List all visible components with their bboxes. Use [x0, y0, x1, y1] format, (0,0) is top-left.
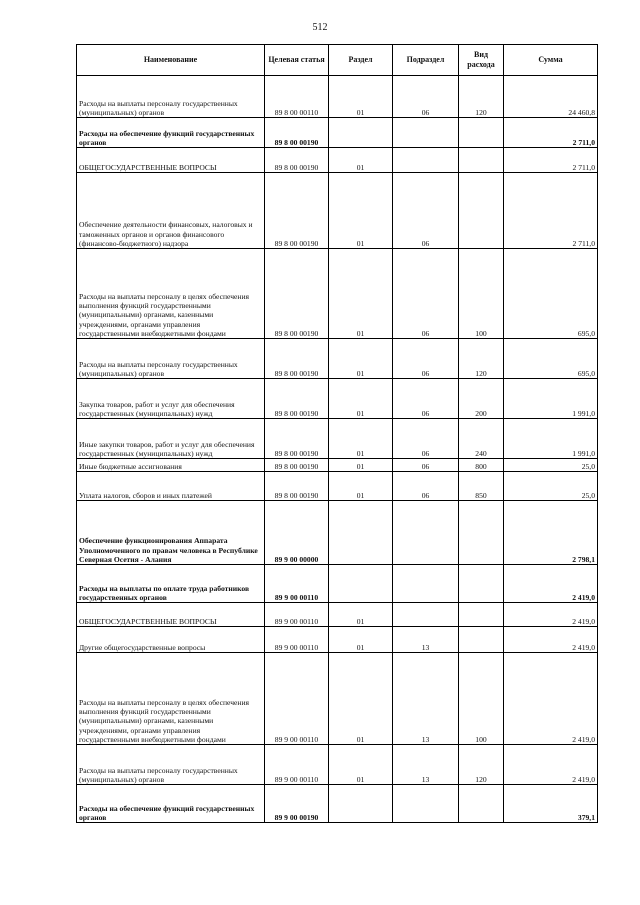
row-sum: 2 419,0: [504, 565, 598, 603]
row-section: 01: [329, 379, 393, 419]
row-expense-type: [459, 603, 504, 627]
row-name: Иные бюджетные ассигнования: [77, 459, 265, 472]
row-expense-type: 120: [459, 745, 504, 785]
row-section: 01: [329, 745, 393, 785]
table-row: [77, 76, 598, 118]
row-name: Расходы на обеспечение функций государственных органов: [77, 785, 265, 823]
row-subsection: 13: [393, 627, 459, 653]
row-expense-type: 100: [459, 653, 504, 745]
row-code: 89 8 00 00110: [265, 76, 329, 118]
table-row: [77, 785, 598, 823]
row-code: 89 8 00 00190: [265, 339, 329, 379]
row-sum: 1 991,0: [504, 379, 598, 419]
row-code: 89 8 00 00190: [265, 459, 329, 472]
row-sum: 2 419,0: [504, 603, 598, 627]
table-row: [77, 419, 598, 459]
row-subsection: 06: [393, 379, 459, 419]
row-subsection: [393, 565, 459, 603]
row-name: Обеспечение деятельности финансовых, налоговых и таможенных органов и органов финансового (финансово-бюджетного) надзора: [77, 173, 265, 249]
row-code: 89 8 00 00190: [265, 379, 329, 419]
row-sum: 2 711,0: [504, 173, 598, 249]
row-expense-type: [459, 148, 504, 173]
row-code: 89 8 00 00190: [265, 419, 329, 459]
table-row: [77, 249, 598, 339]
row-code: 89 8 00 00190: [265, 472, 329, 501]
row-subsection: 06: [393, 173, 459, 249]
row-sum: 24 460,8: [504, 76, 598, 118]
row-section: 01: [329, 653, 393, 745]
row-sum: 25,0: [504, 472, 598, 501]
row-code: 89 9 00 00190: [265, 785, 329, 823]
row-expense-type: [459, 785, 504, 823]
table-row: [77, 565, 598, 603]
table-row: [77, 745, 598, 785]
row-section: 01: [329, 419, 393, 459]
row-code: 89 9 00 00000: [265, 501, 329, 565]
row-subsection: [393, 785, 459, 823]
row-code: 89 9 00 00110: [265, 653, 329, 745]
row-code: 89 9 00 00110: [265, 603, 329, 627]
row-sum: 379,1: [504, 785, 598, 823]
row-expense-type: [459, 627, 504, 653]
row-section: 01: [329, 339, 393, 379]
row-sum: 2 711,0: [504, 118, 598, 148]
row-section: 01: [329, 249, 393, 339]
row-name: Иные закупки товаров, работ и услуг для обеспечения государственных (муниципальных) нужд: [77, 419, 265, 459]
row-subsection: 06: [393, 339, 459, 379]
row-sum: 695,0: [504, 339, 598, 379]
row-name: Расходы на выплаты по оплате труда работников государственных органов: [77, 565, 265, 603]
row-expense-type: 800: [459, 459, 504, 472]
row-section: [329, 501, 393, 565]
row-expense-type: [459, 565, 504, 603]
table-row: [77, 653, 598, 745]
row-name: Расходы на выплаты персоналу государственных (муниципальных) органов: [77, 339, 265, 379]
row-name: Обеспечение функционирования Аппарата Уполномоченного по правам человека в Республике Северная Осетия - Алания: [77, 501, 265, 565]
table-row: [77, 173, 598, 249]
row-subsection: 06: [393, 459, 459, 472]
row-name: Расходы на выплаты персоналу государственных (муниципальных) органов: [77, 76, 265, 118]
row-name: Уплата налогов, сборов и иных платежей: [77, 472, 265, 501]
table-row: [77, 603, 598, 627]
row-code: 89 8 00 00190: [265, 118, 329, 148]
row-expense-type: 240: [459, 419, 504, 459]
row-sum: 25,0: [504, 459, 598, 472]
row-sum: 1 991,0: [504, 419, 598, 459]
row-code: 89 9 00 00110: [265, 565, 329, 603]
table-row: [77, 501, 598, 565]
row-sum: 2 711,0: [504, 148, 598, 173]
row-section: 01: [329, 472, 393, 501]
row-expense-type: [459, 118, 504, 148]
row-code: 89 9 00 00110: [265, 745, 329, 785]
row-section: [329, 785, 393, 823]
column-header-name: Наименование: [77, 45, 265, 76]
row-code: 89 9 00 00110: [265, 627, 329, 653]
row-subsection: [393, 148, 459, 173]
column-header-subsection: Подраздел: [393, 45, 459, 76]
row-name: ОБЩЕГОСУДАРСТВЕННЫЕ ВОПРОСЫ: [77, 603, 265, 627]
table-header-row: [77, 45, 598, 76]
row-section: 01: [329, 173, 393, 249]
row-sum: 2 419,0: [504, 745, 598, 785]
row-subsection: [393, 603, 459, 627]
row-section: 01: [329, 603, 393, 627]
column-header-code: Целевая статья: [265, 45, 329, 76]
row-section: [329, 118, 393, 148]
row-expense-type: [459, 173, 504, 249]
row-subsection: [393, 501, 459, 565]
row-expense-type: 100: [459, 249, 504, 339]
row-code: 89 8 00 00190: [265, 148, 329, 173]
row-sum: 695,0: [504, 249, 598, 339]
row-name: Другие общегосударственные вопросы: [77, 627, 265, 653]
table-row: [77, 379, 598, 419]
row-subsection: 06: [393, 249, 459, 339]
row-section: 01: [329, 148, 393, 173]
row-name: ОБЩЕГОСУДАРСТВЕННЫЕ ВОПРОСЫ: [77, 148, 265, 173]
page-number: 512: [312, 22, 328, 33]
row-name: Расходы на обеспечение функций государственных органов: [77, 118, 265, 148]
row-section: [329, 565, 393, 603]
row-subsection: 06: [393, 76, 459, 118]
row-sum: 2 798,1: [504, 501, 598, 565]
table-row: [77, 339, 598, 379]
table-row: [77, 627, 598, 653]
row-name: Расходы на выплаты персоналу в целях обеспечения выполнения функций государственными (муниципальными) органами, казенными учреждениями, органами управления государственными внебюджетными фондами: [77, 653, 265, 745]
row-expense-type: 120: [459, 76, 504, 118]
row-section: 01: [329, 627, 393, 653]
row-section: 01: [329, 76, 393, 118]
row-expense-type: 120: [459, 339, 504, 379]
row-expense-type: [459, 501, 504, 565]
row-subsection: 13: [393, 653, 459, 745]
row-subsection: 06: [393, 472, 459, 501]
row-subsection: 13: [393, 745, 459, 785]
budget-table: [76, 44, 598, 823]
row-sum: 2 419,0: [504, 653, 598, 745]
row-expense-type: 850: [459, 472, 504, 501]
table-row: [77, 118, 598, 148]
column-header-expense-type: Вид расхода: [459, 45, 504, 76]
row-name: Закупка товаров, работ и услуг для обеспечения государственных (муниципальных) нужд: [77, 379, 265, 419]
row-section: 01: [329, 459, 393, 472]
row-code: 89 8 00 00190: [265, 173, 329, 249]
row-expense-type: 200: [459, 379, 504, 419]
row-subsection: 06: [393, 419, 459, 459]
column-header-sum: Сумма: [504, 45, 598, 76]
table-row: [77, 148, 598, 173]
table-row: [77, 459, 598, 472]
row-subsection: [393, 118, 459, 148]
row-name: Расходы на выплаты персоналу государственных (муниципальных) органов: [77, 745, 265, 785]
column-header-section: Раздел: [329, 45, 393, 76]
row-code: 89 8 00 00190: [265, 249, 329, 339]
row-sum: 2 419,0: [504, 627, 598, 653]
row-name: Расходы на выплаты персоналу в целях обеспечения выполнения функций государственными (муниципальными) органами, казенными учреждениями, органами управления государственными внебюджетными фондами: [77, 249, 265, 339]
table-row: [77, 472, 598, 501]
